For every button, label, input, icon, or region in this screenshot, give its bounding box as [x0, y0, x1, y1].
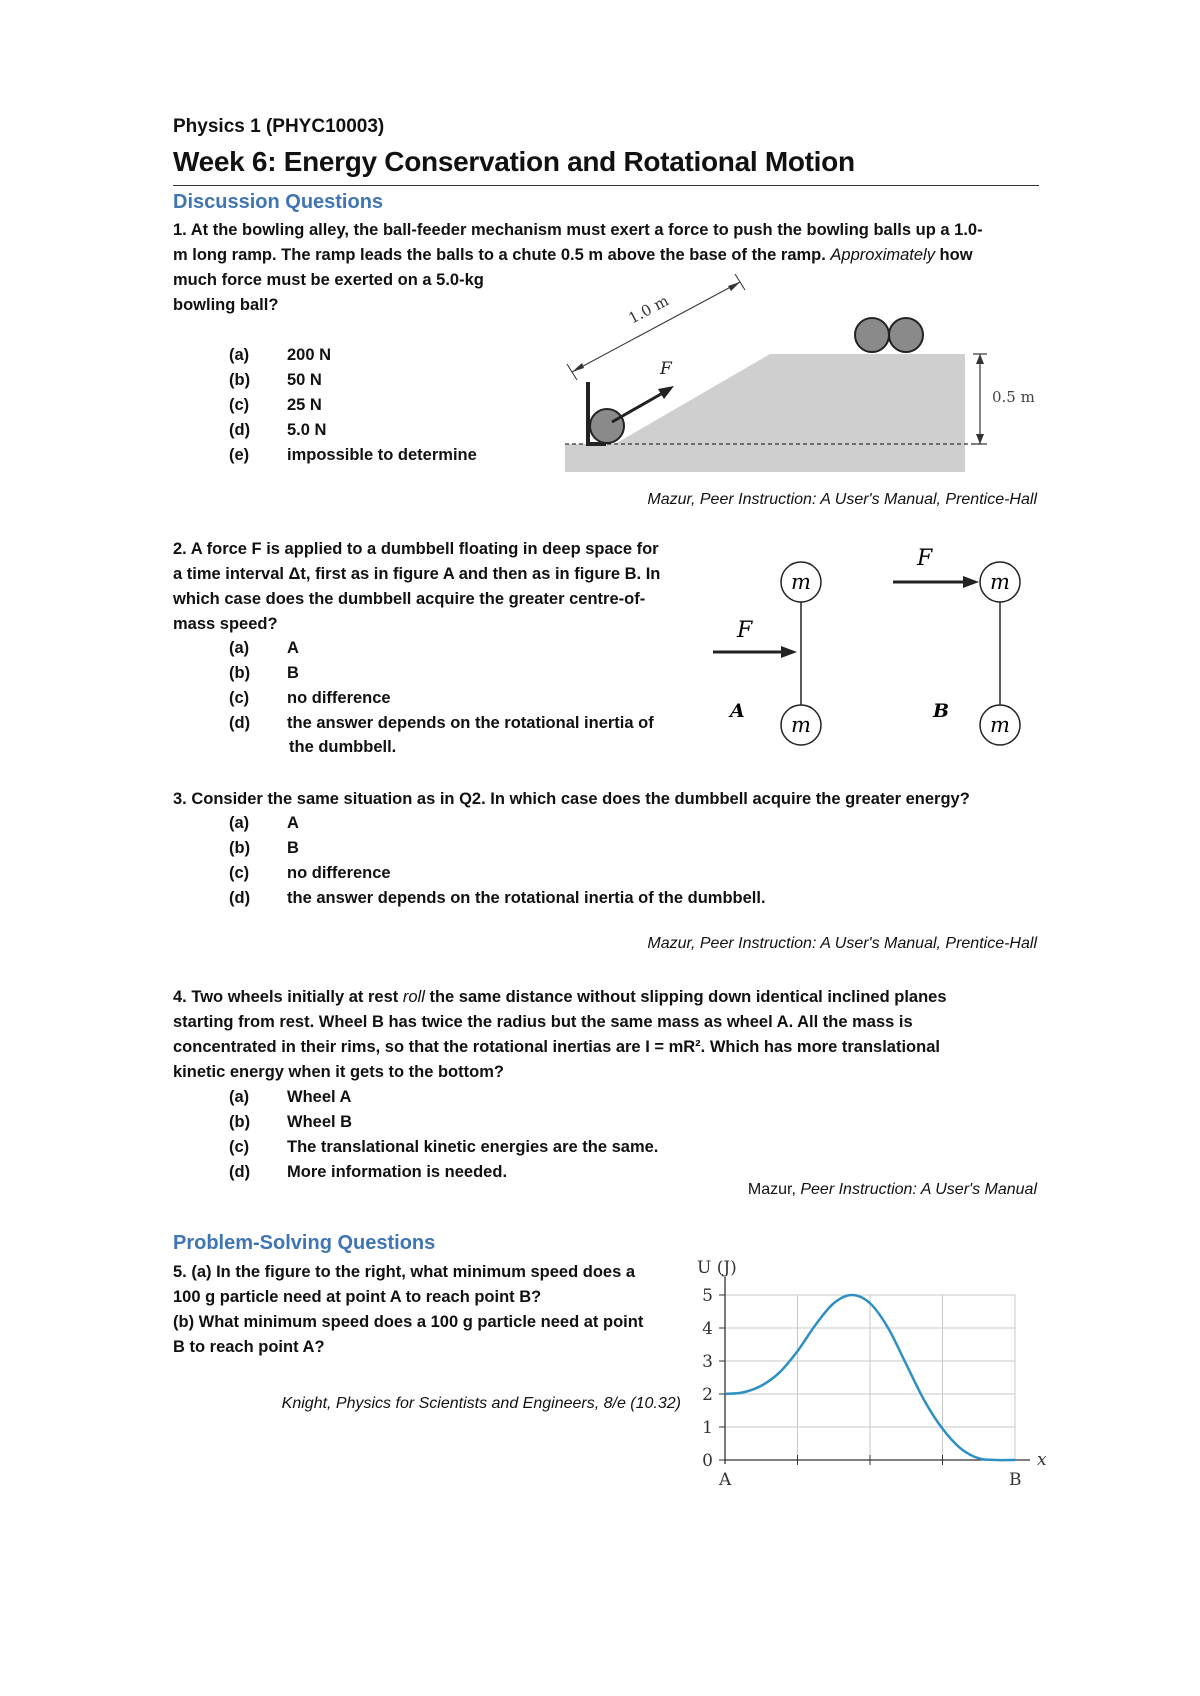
height-label: 0.5 m	[992, 388, 1035, 406]
top-ball-2	[889, 318, 923, 352]
q1-line-1: 1. At the bowling alley, the ball-feeder mechanism must exert a force to push the bowling balls up a 1.0-	[173, 221, 983, 239]
q1-option-text: 5.0 N	[287, 421, 327, 439]
height-dimension-right	[970, 350, 1040, 450]
force-arrowhead-a	[781, 646, 797, 658]
q2-line-4: mass speed?	[173, 615, 278, 633]
page-title: Week 6: Energy Conservation and Rotational Motion	[173, 146, 855, 177]
q2-option-text: A	[287, 639, 299, 657]
q1-option-label: (c)	[229, 396, 250, 414]
q4-option-label: (b)	[229, 1113, 251, 1131]
height-arrow-top	[976, 354, 984, 364]
q2-option-text: B	[287, 664, 299, 682]
q4-option	[229, 1110, 789, 1135]
y-tick-label: 3	[702, 1352, 713, 1372]
q5-line-4: B to reach point A?	[173, 1338, 325, 1356]
q4-source	[540, 1181, 1037, 1199]
q1-source: Mazur, Peer Instruction: A User's Manual, Prentice-Hall	[647, 491, 1037, 508]
problems-heading: Problem-Solving Questions	[173, 1232, 436, 1254]
title-divider	[173, 185, 1039, 186]
q4-line-4: kinetic energy when it gets to the bottom?	[173, 1063, 504, 1081]
q5-source: Knight, Physics for Scientists and Engineers, 8/e (10.32)	[281, 1395, 681, 1412]
length-arrow-end	[728, 282, 740, 291]
q2-line-2: a time interval Δt, first as in figure A and then as in figure B. In	[173, 565, 661, 583]
y-tick-label: 4	[702, 1319, 713, 1339]
y-tick-label: 0	[702, 1451, 713, 1471]
q2-option-text: the answer depends on the rotational inertia of	[287, 714, 654, 732]
force-arrow	[612, 390, 668, 422]
q3-option-label: (d)	[229, 889, 251, 907]
discussion-heading: Discussion Questions	[173, 191, 384, 213]
q4-option-text: The translational kinetic energies are the same.	[287, 1138, 659, 1156]
x-axis-label: x	[1037, 1450, 1047, 1470]
q2-option-text: no difference	[287, 689, 391, 707]
q4-source-title: Peer Instruction: A User's Manual	[800, 1181, 1037, 1198]
bowling-ball	[590, 409, 624, 443]
q3-option	[229, 886, 789, 911]
q3-option-text: no difference	[287, 864, 391, 882]
q2-option-label: (c)	[229, 689, 250, 707]
q1-option-label: (d)	[229, 421, 251, 439]
q1-line-3: much force must be exerted on a 5.0-kg	[173, 271, 484, 289]
q4-source-author: Mazur,	[747, 1181, 801, 1198]
q1-option-label: (a)	[229, 346, 250, 364]
q4-line-1b: the same distance without slipping down identical inclined planes	[424, 988, 947, 1006]
q3-option-label: (b)	[229, 839, 251, 857]
q3-option	[229, 811, 789, 836]
point-label-a: A	[719, 1470, 732, 1490]
q5-line-2: 100 g particle need at point A to reach point B?	[173, 1288, 542, 1306]
q5-line-3: (b) What minimum speed does a 100 g particle need at point	[173, 1313, 644, 1331]
ramp-length-label: 1.0 m	[625, 291, 672, 328]
q4-option-text: More information is needed.	[287, 1163, 508, 1181]
q4-line-3: concentrated in their rims, so that the rotational inertias are I = mR². Which has more translational	[173, 1038, 940, 1056]
force-arrowhead	[658, 386, 674, 399]
q3-option	[229, 836, 789, 861]
q4-option-text: Wheel B	[287, 1113, 353, 1131]
height-arrow-bottom	[976, 434, 984, 444]
potential-energy-chart	[680, 1245, 1047, 1495]
q1-line-4: bowling ball?	[173, 296, 279, 314]
dumbbell-figure	[705, 545, 1045, 745]
q1-option-text: 25 N	[287, 396, 322, 414]
force-label-b: F	[917, 546, 933, 571]
q1-option-text: impossible to determine	[287, 446, 477, 464]
q1-line-2a: m long ramp. The ramp leads the balls to a chute 0.5 m above the base of the ramp.	[173, 246, 831, 264]
q1-option-text: 200 N	[287, 346, 332, 364]
q2-option-d-cont: the dumbbell.	[289, 738, 397, 756]
mass-label-b-bottom: m	[990, 713, 1010, 737]
q3-option-label: (a)	[229, 814, 250, 832]
q1-line-2	[173, 243, 1043, 268]
y-tick-label: 5	[702, 1286, 713, 1306]
q1-line-2b: how	[934, 246, 973, 264]
length-tick-start	[567, 364, 577, 380]
ramp-figure	[560, 272, 980, 474]
figure-label-a: A	[730, 700, 745, 722]
q4-option	[229, 1135, 789, 1160]
q1-option-text: 50 N	[287, 371, 322, 389]
q5-text	[173, 1260, 693, 1360]
y-axis-label: U (J)	[697, 1258, 737, 1278]
mass-label-a-bottom: m	[791, 713, 811, 737]
q4-option-text: Wheel A	[287, 1088, 352, 1106]
q4-option	[229, 1085, 789, 1110]
q5-line-1: 5. (a) In the figure to the right, what minimum speed does a	[173, 1263, 636, 1281]
force-arrowhead-b	[963, 576, 979, 588]
q2-option-label: (a)	[229, 639, 250, 657]
q3-option-text: B	[287, 839, 299, 857]
q4-option-label: (d)	[229, 1163, 251, 1181]
force-label: F	[660, 359, 672, 379]
mass-label-a-top: m	[791, 570, 811, 594]
q4-line-1-emph: roll	[402, 988, 425, 1006]
q4-line-1	[173, 985, 1043, 1010]
force-label-a: F	[737, 618, 753, 643]
q3-option-text: A	[287, 814, 299, 832]
q1-line-2-emph: Approximately	[830, 246, 935, 264]
figure-label-b: B	[933, 700, 950, 722]
q1-option-label: (b)	[229, 371, 251, 389]
y-tick-label: 1	[702, 1418, 713, 1438]
q2-line-3: which case does the dumbbell acquire the greater centre-of-	[173, 590, 646, 608]
y-tick-label: 2	[702, 1385, 713, 1405]
q3-option	[229, 861, 789, 886]
q3-text: 3. Consider the same situation as in Q2. In which case does the dumbbell acquire the greater energy?	[173, 790, 970, 808]
q4-text	[173, 985, 1043, 1085]
q3-option-label: (c)	[229, 864, 250, 882]
q2-option-label: (d)	[229, 714, 251, 732]
q4-option-label: (a)	[229, 1088, 250, 1106]
mass-label-b-top: m	[990, 570, 1010, 594]
q4-line-1a: 4. Two wheels initially at rest	[173, 988, 403, 1006]
q4-option-label: (c)	[229, 1138, 250, 1156]
q3-source: Mazur, Peer Instruction: A User's Manual, Prentice-Hall	[647, 935, 1037, 952]
length-arrow-start	[572, 363, 584, 372]
q1-option-label: (e)	[229, 446, 250, 464]
q3-option-text: the answer depends on the rotational inertia of the dumbbell.	[287, 889, 766, 907]
q2-text	[173, 537, 693, 637]
point-label-b: B	[1009, 1470, 1022, 1490]
q4-line-2: starting from rest. Wheel B has twice the radius but the same mass as wheel A. All the mass is	[173, 1013, 913, 1031]
top-ball-1	[855, 318, 889, 352]
q2-line-1: 2. A force F is applied to a dumbbell floating in deep space for	[173, 540, 659, 558]
course-code: Physics 1 (PHYC10003)	[173, 116, 385, 137]
length-tick-end	[735, 274, 745, 290]
q2-option-label: (b)	[229, 664, 251, 682]
